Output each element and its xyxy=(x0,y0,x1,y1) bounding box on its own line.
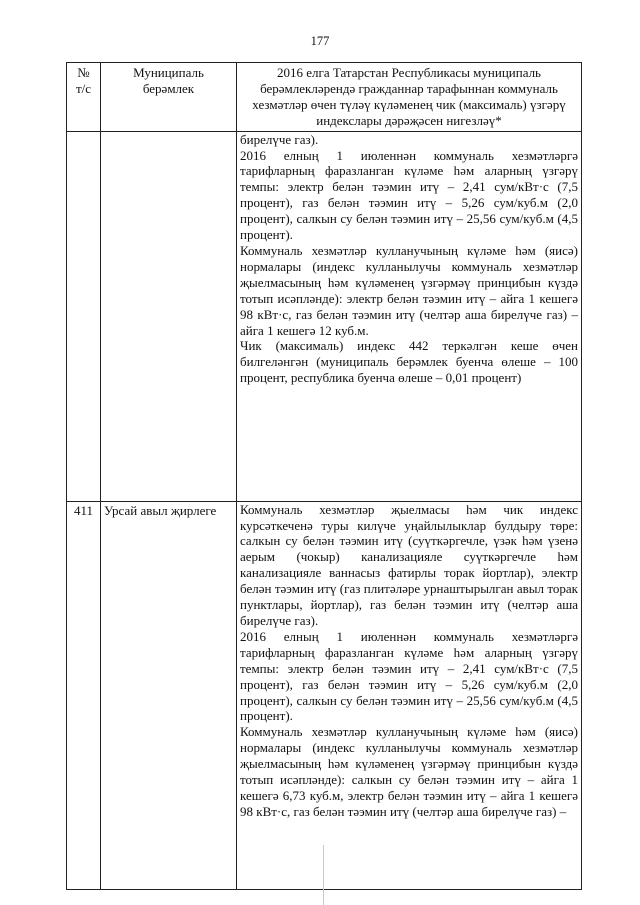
page-number: 177 xyxy=(310,34,330,48)
row-number: 411 xyxy=(67,501,101,889)
header-num-label: № т/с xyxy=(75,65,92,96)
table-row xyxy=(67,131,582,501)
header-municipality xyxy=(101,63,237,132)
scan-gutter-line xyxy=(323,845,324,905)
header-description xyxy=(237,63,582,132)
description-paragraph: 2016 елның 1 июленнән коммуналь хезмәтләргә тарифларның фаразланган күләме һәм аларның үзгәрү темпы: электр белән тәэмин итү – 2,41 сум/кВт·с (7,5 процент), газ белән тәэмин итү – 5,26 сум/куб.м (2,0 процент), салкын су белән тәэмин итү – 25,56 сум/куб.м (4,5 процент). xyxy=(240,147,578,243)
description-paragraph: Коммуналь хезмәтләр җыелмасы һәм чик индекс курсәткеченә туры килүче уңайлылыклар булдыру төре: салкын су белән тәэмин итү (суүткәргечле, үзәк һәм үзенә аерым (чокыр) канализацияле суүткәргечле һәм канализацияле ваннасыз фатирлы торак йортлар), электр белән тәэмин итү (газ плитәләре урнаштырылган авыл торак пунктлары, йортлар), газ белән тәэмин итү (челтәр аша бирелүче газ). xyxy=(240,501,578,628)
header-description-label: 2016 елга Татарстан Республикасы муниципаль берәмлекләрендә гражданнар тарафыннан коммуналь хезмәтләр өчен түләү күләменең чик (максималь) үзгәрү индекслары дәрәҗәсен нигезләү* xyxy=(252,65,566,128)
header-municipality-label: Муниципаль берәмлек xyxy=(133,65,204,96)
row-number xyxy=(67,131,101,501)
table-row xyxy=(67,501,582,889)
table-header-row xyxy=(67,63,582,132)
description-paragraph: 2016 елның 1 июленнән коммуналь хезмәтләргә тарифларның фаразланган күләме һәм аларның үзгәрү темпы: электр белән тәэмин итү – 2,41 сум/кВт·с (7,5 процент), газ белән тәэмин итү – 5,26 сум/куб.м (2,0 процент), салкын су белән тәэмин итү – 25,56 сум/куб.м (4,5 процент). xyxy=(240,628,578,724)
tariff-table xyxy=(66,62,582,890)
header-num xyxy=(67,63,101,132)
row-municipality: Урсай авыл җирлеге xyxy=(101,501,237,889)
description-paragraph: Коммуналь хезмәтләр кулланучының күләме һәм (яисә) нормалары (индекс кулланылучы коммуналь хезмәтләр җыелмасының һәм күләменең үзгәрмәү принцибын күздә тотып исәпләнде): салкын су белән тәэмин итү – айга 1 кешегә 6,73 куб.м, электр белән тәэмин итү – айга 1 кешегә 98 кВт·с, газ белән тәэмин итү (челтәр аша бирелүче газ) – xyxy=(240,724,578,819)
row-description xyxy=(237,501,582,889)
row-description xyxy=(237,131,582,501)
description-paragraph: бирелүче газ). xyxy=(240,131,319,147)
row-municipality xyxy=(101,131,237,501)
description-paragraph: Коммуналь хезмәтләр кулланучының күләме һәм (яисә) нормалары (индекс кулланылучы коммуналь хезмәтләр җыелмасының һәм күләменең үзгәрмәү принцибын күздә тотып исәпләнде): электр белән тәэмин итү – айга 1 кешегә 98 кВт·с, газ белән тәэмин итү (челтәр аша бирелүче газ) – айга 1 кешегә 12 куб.м. xyxy=(240,242,578,338)
description-paragraph: Чик (максималь) индекс 442 теркәлгән кеше өчен билгеләнгән (муниципаль берәмлек буенча өлеше – 100 процент, республика буенча өлеше – 0,01 процент) xyxy=(240,338,578,386)
